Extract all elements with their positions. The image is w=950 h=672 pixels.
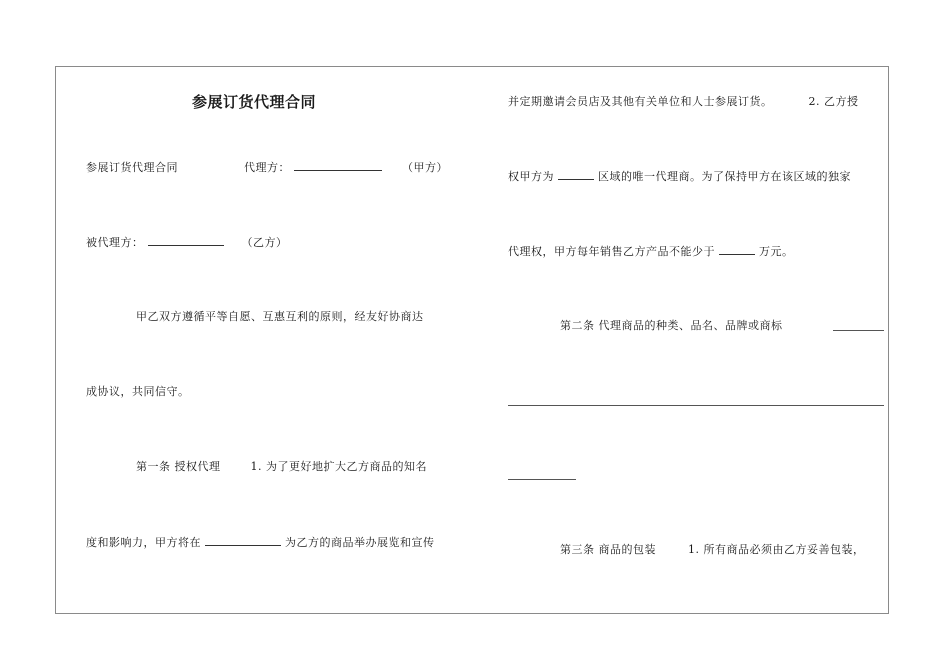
principal-blank bbox=[148, 235, 224, 246]
article-2-blank-1 bbox=[833, 330, 884, 331]
right-line-2-text-b: 区域的唯一代理商。为了保持甲方在该区域的独家 bbox=[598, 170, 851, 183]
page-frame bbox=[55, 66, 889, 614]
article-2-heading: 第二条 代理商品的种类、品名、品牌或商标 bbox=[560, 319, 783, 332]
location-blank bbox=[205, 535, 281, 546]
party-a-label: （甲方） bbox=[402, 161, 448, 174]
article-1-line bbox=[136, 460, 427, 474]
article-3-heading: 第三条 商品的包装 bbox=[560, 543, 656, 556]
article-2-blank-2 bbox=[508, 405, 884, 406]
clause-2-start: 2. 乙方授 bbox=[808, 95, 859, 108]
article-1-text-b: 为乙方的商品举办展览和宣传 bbox=[285, 536, 435, 549]
region-blank bbox=[558, 169, 594, 180]
right-line-3 bbox=[508, 244, 794, 259]
article-1-text-a: 度和影响力，甲方将在 bbox=[86, 536, 201, 549]
right-line-2 bbox=[508, 169, 851, 184]
preamble-line-1: 甲乙双方遵循平等自愿、互惠互利的原则，经友好协商达 bbox=[136, 310, 424, 323]
principal-label: 被代理方： bbox=[86, 236, 144, 249]
document-title: 参展订货代理合同 bbox=[192, 93, 317, 111]
agent-blank bbox=[294, 160, 382, 171]
article-1-line-2 bbox=[86, 535, 435, 550]
article-3-line bbox=[560, 543, 865, 557]
right-line-2-text-a: 权甲方为 bbox=[508, 170, 554, 183]
article-3-clause-1: 1. 所有商品必须由乙方妥善包装， bbox=[688, 543, 865, 556]
party-b-label: （乙方） bbox=[241, 236, 288, 249]
article-2-blank-3 bbox=[508, 479, 576, 480]
right-line-1 bbox=[508, 95, 859, 109]
agent-label: 代理方： bbox=[244, 161, 290, 174]
right-line-3-text-b: 万元。 bbox=[759, 245, 794, 258]
contract-name-text: 参展订货代理合同 bbox=[86, 161, 178, 174]
contract-name-line bbox=[86, 160, 448, 175]
preamble-line-2: 成协议，共同信守。 bbox=[86, 385, 190, 398]
article-1-heading: 第一条 授权代理 bbox=[136, 460, 221, 473]
right-line-1-text: 并定期邀请会员店及其他有关单位和人士参展订货。 bbox=[508, 95, 773, 108]
right-line-3-text-a: 代理权，甲方每年销售乙方产品不能少于 bbox=[508, 245, 715, 258]
principal-line bbox=[86, 235, 288, 250]
article-1-clause-1: 1. 为了更好地扩大乙方商品的知名 bbox=[250, 460, 427, 473]
amount-blank bbox=[719, 244, 755, 255]
